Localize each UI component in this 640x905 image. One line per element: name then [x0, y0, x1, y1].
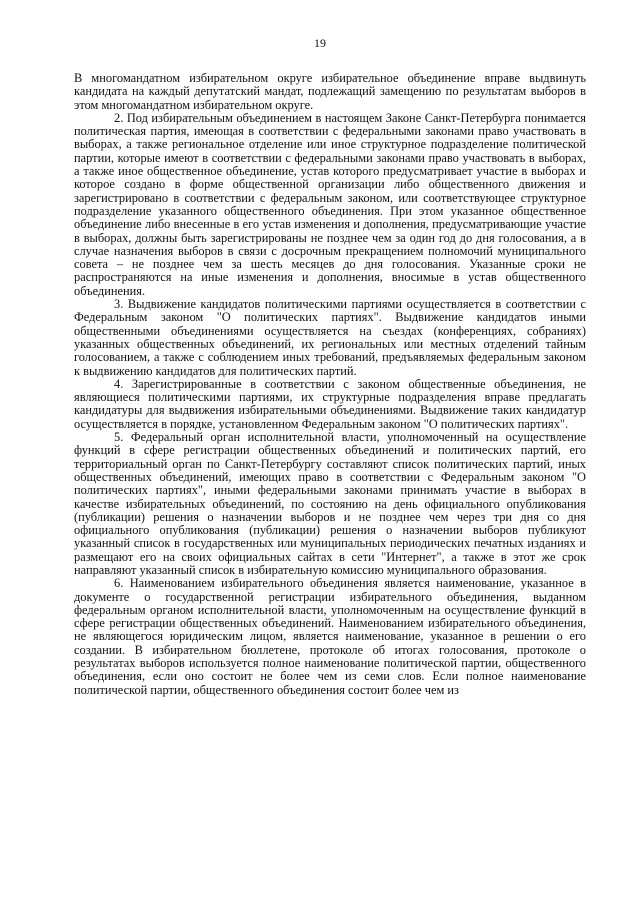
paragraph-2: 2. Под избирательным объединением в настоящем Законе Санкт-Петербурга понимается политическая партия, имеющая в соответствии с федеральными законами право участвовать в выборах, а также региональное отделение или иное структурное подразделение политической партии, которые имеют в соответствии с федеральными законами право участвовать в выборах, а также иное общественное объединение, устав которого предусматривает участие в выборах и которое создано в форме общественной организации либо общественного движения и зарегистрировано в соответствии с федеральным законом, или соответствующее структурное подразделение указанного общественного объединения. При этом указанное общественное объединение либо внесенные в его устав изменения и дополнения, предусматривающие участие в выборах, должны быть зарегистрированы не позднее чем за один год до дня голосования, а в случае назначения выборов в связи с досрочным прекращением полномочий муниципального совета – не позднее чем за шесть месяцев до дня голосования. Указанные сроки не распространяются на иные изменения и дополнения, вносимые в устав общественного объединения. — [74, 110, 586, 298]
paragraph-6: 6. Наименованием избирательного объединения является наименование, указанное в документе о государственной регистрации избирательного объединения, выданном федеральным органом исполнительной власти, уполномоченным на осуществление функций в сфере регистрации общественных объединений. Наименованием избирательного объединения, не являющегося юридическим лицом, является наименование, указанное в решении о его создании. В избирательном бюллетене, протоколе об итогах голосования, протоколе о результатах выборов используется полное наименование политической партии, общественного объединения, если оно состоит не более чем из семи слов. Если полное наименование политической партии, общественного объединения состоит более чем из — [74, 576, 586, 697]
paragraph-4: 4. Зарегистрированные в соответствии с законом общественные объединения, не являющиеся политическими партиями, их структурные подразделения вправе предлагать кандидатуры для выдвижения избирательными объединениями. Выдвижение таких кандидатур осуществляется в порядке, установленном Федеральным законом "О политических партиях". — [74, 376, 586, 431]
paragraph-5: 5. Федеральный орган исполнительной власти, уполномоченный на осуществление функций в сфере регистрации общественных объединений и политических партий, его территориальный орган по Санкт-Петербургу составляют список политических партий, иных общественных объединений, имеющих право в соответствии с Федеральным законом "О политических партиях", иными федеральными законами принимать участие в выборах в качестве избирательных объединений, по состоянию на день официального опубликования (публикации) решения о назначении выборов и не позднее чем через три дня со дня официального опубликования (публикации) решения о назначении выборов публикуют указанный список в государственных или муниципальных периодических печатных изданиях и размещают его на своих официальных сайтах в сети "Интернет", а также в этот же срок направляют указанный список в избирательную комиссию муниципального образования. — [74, 430, 586, 577]
paragraph-continuation: В многомандатном избирательном округе избирательное объединение вправе выдвинуть кандидата на каждый депутатский мандат, подлежащий замещению по результатам выборов в этом многомандатном избирательном округе. — [74, 71, 586, 112]
document-body — [74, 72, 586, 697]
paragraph-3: 3. Выдвижение кандидатов политическими партиями осуществляется в соответствии с Федеральным законом "О политических партиях". Выдвижение кандидатов иными общественными объединениями осуществляется на съездах (конференциях, собраниях) указанных общественных объединений, их региональных или местных отделений тайным голосованием, а также с соблюдением иных требований, предъявляемых федеральным законом к выдвижению кандидатов для политических партий. — [74, 297, 586, 378]
page-number: 19 — [314, 36, 326, 50]
